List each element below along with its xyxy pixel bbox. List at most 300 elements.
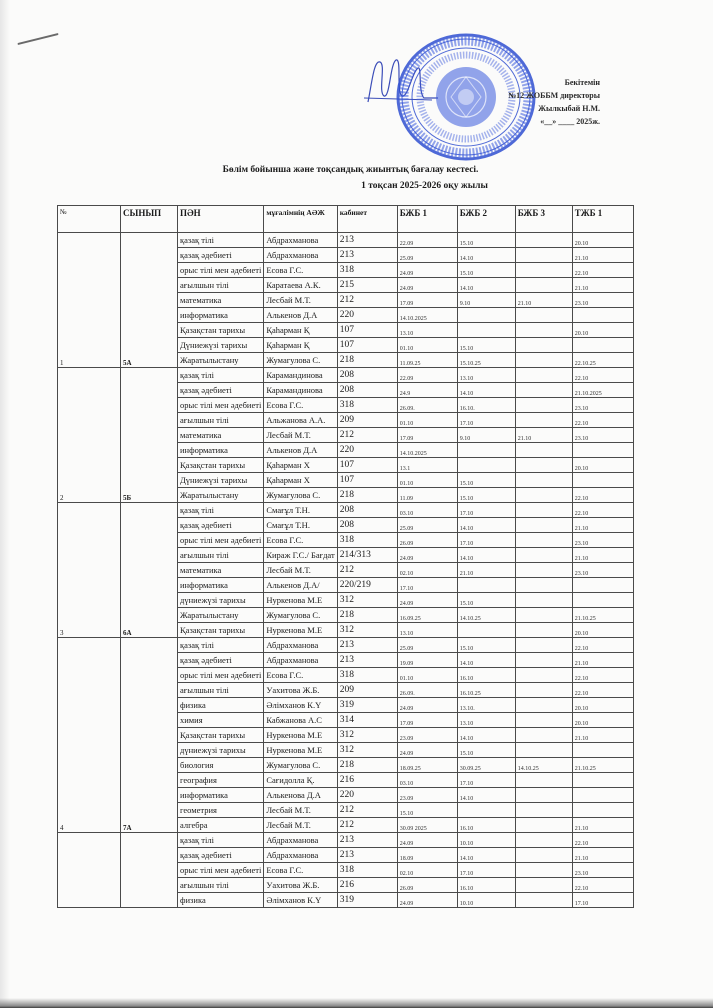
cell-bjb1: 14.10.2025 <box>397 443 457 458</box>
cell-room: 214/313 <box>337 548 397 563</box>
cell-tjb1: 20.10 <box>572 698 633 713</box>
cell-tjb1: 23.10 <box>572 563 633 578</box>
pen-mark <box>17 33 58 45</box>
cell-room: 215 <box>337 278 397 293</box>
cell-tjb1: 21.10 <box>572 653 633 668</box>
cell-bjb3 <box>515 338 572 353</box>
cell-teacher: Уахитова Ж.Б. <box>264 878 337 893</box>
cell-bjb2: 13.10. <box>457 698 515 713</box>
cell-bjb3 <box>515 803 572 818</box>
cell-bjb1: 01.10 <box>397 668 457 683</box>
cell-bjb2: 13.10 <box>457 368 515 383</box>
cell-bjb3 <box>515 578 572 593</box>
cell-subject: Қазақстан тарихы <box>178 458 264 473</box>
cell-teacher: Лесбай М.Т. <box>264 803 337 818</box>
cell-bjb3 <box>515 683 572 698</box>
cell-tjb1: 23.10 <box>572 398 633 413</box>
cell-bjb1: 15.10 <box>397 803 457 818</box>
cell-tjb1: 22.10 <box>572 638 633 653</box>
cell-subject: физика <box>178 893 264 908</box>
group-class: 6А <box>121 503 178 638</box>
group-number <box>58 833 121 908</box>
cell-teacher: Алькенов Д.А/ <box>264 578 337 593</box>
cell-room: 213 <box>337 638 397 653</box>
cell-bjb3 <box>515 563 572 578</box>
cell-room: 209 <box>337 413 397 428</box>
cell-room: 312 <box>337 623 397 638</box>
cell-bjb2: 14.10 <box>457 788 515 803</box>
cell-bjb3 <box>515 788 572 803</box>
cell-subject: орыс тілі мен әдебиеті <box>178 263 264 278</box>
cell-bjb3 <box>515 278 572 293</box>
cell-bjb2 <box>457 623 515 638</box>
cell-bjb2: 15.10 <box>457 473 515 488</box>
cell-tjb1: 21.10 <box>572 548 633 563</box>
header-bjb3: БЖБ 3 <box>515 206 572 233</box>
cell-room: 212 <box>337 563 397 578</box>
cell-teacher: Сағидолла Қ. <box>264 773 337 788</box>
cell-tjb1: 21.10.2025 <box>572 383 633 398</box>
cell-bjb2: 17.10 <box>457 773 515 788</box>
cell-bjb3 <box>515 743 572 758</box>
cell-subject: Дүниежүзі тарихы <box>178 338 264 353</box>
cell-bjb2: 15.10 <box>457 233 515 248</box>
cell-subject: дүниежүзі тарихы <box>178 743 264 758</box>
cell-room: 220 <box>337 788 397 803</box>
cell-bjb2: 30.09.25 <box>457 758 515 773</box>
cell-room: 312 <box>337 593 397 608</box>
cell-bjb2: 9.10 <box>457 428 515 443</box>
cell-tjb1: 20.10 <box>572 623 633 638</box>
cell-room: 212 <box>337 293 397 308</box>
cell-teacher: Алькенова Д.А <box>264 788 337 803</box>
group-number: 3 <box>58 503 121 638</box>
cell-subject: Қазақстан тарихы <box>178 323 264 338</box>
cell-room: 216 <box>337 773 397 788</box>
cell-room: 312 <box>337 728 397 743</box>
cell-tjb1: 21.10 <box>572 518 633 533</box>
cell-bjb2: 21.10 <box>457 563 515 578</box>
cell-bjb2: 13.10 <box>457 713 515 728</box>
cell-subject: биология <box>178 758 264 773</box>
cell-tjb1 <box>572 803 633 818</box>
scan-shadow-bottom <box>0 998 713 1008</box>
cell-teacher: Абдрахманова <box>264 653 337 668</box>
cell-bjb2 <box>457 443 515 458</box>
cell-bjb1: 26.09. <box>397 683 457 698</box>
header-teacher: мұғалімнің АӘЖ <box>264 206 337 233</box>
cell-tjb1 <box>572 773 633 788</box>
cell-bjb1: 11.09 <box>397 488 457 503</box>
cell-bjb2: 16.10 <box>457 818 515 833</box>
cell-tjb1 <box>572 743 633 758</box>
cell-teacher: Смағұл Т.Н. <box>264 503 337 518</box>
cell-bjb3 <box>515 878 572 893</box>
cell-bjb1: 03.10 <box>397 503 457 518</box>
cell-teacher: Нуркенова М.Е <box>264 743 337 758</box>
cell-teacher: Альжанова А.А. <box>264 413 337 428</box>
cell-bjb3 <box>515 353 572 368</box>
cell-tjb1: 21.10 <box>572 248 633 263</box>
cell-subject: қазақ тілі <box>178 833 264 848</box>
cell-bjb1: 24.09 <box>397 833 457 848</box>
cell-room: 218 <box>337 353 397 368</box>
cell-room: 213 <box>337 833 397 848</box>
cell-room: 318 <box>337 533 397 548</box>
cell-subject: информатика <box>178 578 264 593</box>
scan-shadow-left <box>0 0 10 1008</box>
document-title: Бөлім бойынша және тоқсандық жиынтық бағалау кестесі. <box>222 165 479 175</box>
header-bjb1: БЖБ 1 <box>397 206 457 233</box>
cell-bjb1: 14.10.2025 <box>397 308 457 323</box>
cell-bjb3 <box>515 503 572 518</box>
cell-subject: география <box>178 773 264 788</box>
cell-tjb1 <box>572 593 633 608</box>
cell-subject: ағылшын тілі <box>178 548 264 563</box>
cell-room: 216 <box>337 878 397 893</box>
cell-subject: Жаратылыстану <box>178 488 264 503</box>
cell-subject: Жаратылыстану <box>178 608 264 623</box>
cell-bjb1: 17.09 <box>397 713 457 728</box>
cell-bjb3 <box>515 518 572 533</box>
cell-tjb1: 23.10 <box>572 428 633 443</box>
cell-bjb2: 14.10 <box>457 848 515 863</box>
cell-bjb2: 14.10 <box>457 278 515 293</box>
cell-teacher: Кабжанова А.С <box>264 713 337 728</box>
cell-room: 220/219 <box>337 578 397 593</box>
cell-room: 318 <box>337 263 397 278</box>
table-row <box>58 638 634 653</box>
cell-bjb1: 19.09 <box>397 653 457 668</box>
cell-tjb1: 17.10 <box>572 893 633 908</box>
cell-subject: ағылшын тілі <box>178 683 264 698</box>
cell-bjb1: 26.09. <box>397 398 457 413</box>
cell-room: 208 <box>337 383 397 398</box>
cell-bjb1: 16.09.25 <box>397 608 457 623</box>
cell-subject: информатика <box>178 788 264 803</box>
cell-subject: қазақ тілі <box>178 233 264 248</box>
cell-bjb2 <box>457 308 515 323</box>
cell-room: 220 <box>337 443 397 458</box>
cell-tjb1 <box>572 473 633 488</box>
cell-room: 213 <box>337 848 397 863</box>
cell-bjb1: 26.09 <box>397 533 457 548</box>
cell-bjb3 <box>515 773 572 788</box>
cell-teacher: Қаһарман Қ <box>264 323 337 338</box>
cell-bjb3 <box>515 488 572 503</box>
cell-teacher: Абдрахманова <box>264 833 337 848</box>
cell-teacher: Абдрахманова <box>264 233 337 248</box>
group-number: 1 <box>58 233 121 368</box>
cell-subject: қазақ тілі <box>178 638 264 653</box>
group-class: 7А <box>121 638 178 833</box>
cell-teacher: Лесбай М.Т. <box>264 293 337 308</box>
cell-bjb2 <box>457 803 515 818</box>
cell-teacher: Есова Г.С. <box>264 263 337 278</box>
cell-teacher: Қаһарман Х <box>264 458 337 473</box>
table-header-row <box>58 206 634 233</box>
cell-teacher: Жумагулова С. <box>264 758 337 773</box>
cell-tjb1: 23.10 <box>572 293 633 308</box>
cell-teacher: Лесбай М.Т. <box>264 563 337 578</box>
cell-teacher: Қаһарман Х <box>264 473 337 488</box>
cell-bjb2: 9.10 <box>457 293 515 308</box>
cell-bjb1: 11.09.25 <box>397 353 457 368</box>
cell-bjb3 <box>515 533 572 548</box>
cell-subject: дүниежүзі тарихы <box>178 593 264 608</box>
cell-bjb1: 18.09.25 <box>397 758 457 773</box>
cell-subject: Қазақстан тарихы <box>178 623 264 638</box>
cell-subject: ағылшын тілі <box>178 413 264 428</box>
cell-room: 312 <box>337 743 397 758</box>
cell-bjb3 <box>515 383 572 398</box>
cell-bjb3 <box>515 623 572 638</box>
cell-bjb2: 14.10 <box>457 248 515 263</box>
approval-date: «__» ____ 2025ж. <box>540 117 600 126</box>
cell-bjb2: 10.10 <box>457 893 515 908</box>
cell-bjb2: 15.10 <box>457 743 515 758</box>
cell-room: 209 <box>337 683 397 698</box>
cell-subject: Дүниежүзі тарихы <box>178 473 264 488</box>
cell-bjb3 <box>515 548 572 563</box>
cell-bjb1: 24.09 <box>397 278 457 293</box>
cell-subject: қазақ әдебиеті <box>178 848 264 863</box>
cell-bjb2: 17.10 <box>457 863 515 878</box>
cell-bjb3 <box>515 593 572 608</box>
cell-tjb1: 22.10 <box>572 878 633 893</box>
cell-bjb2: 10.10 <box>457 833 515 848</box>
cell-tjb1: 21.10 <box>572 818 633 833</box>
cell-bjb3 <box>515 848 572 863</box>
cell-teacher: Карамандинова <box>264 383 337 398</box>
cell-bjb1: 17.10 <box>397 578 457 593</box>
table-row <box>58 368 634 383</box>
cell-tjb1: 20.10 <box>572 233 633 248</box>
cell-tjb1: 22.10 <box>572 488 633 503</box>
cell-teacher: Абдрахманова <box>264 248 337 263</box>
cell-bjb3 <box>515 653 572 668</box>
cell-bjb2: 15.10 <box>457 638 515 653</box>
cell-bjb3 <box>515 713 572 728</box>
cell-teacher: Кираж Г.С./ Бағдат <box>264 548 337 563</box>
cell-subject: геометрия <box>178 803 264 818</box>
cell-bjb1: 23.09 <box>397 728 457 743</box>
cell-bjb3 <box>515 323 572 338</box>
cell-bjb2: 14.10 <box>457 728 515 743</box>
cell-bjb2: 15.10 <box>457 488 515 503</box>
cell-bjb1: 25.09 <box>397 248 457 263</box>
cell-room: 319 <box>337 893 397 908</box>
cell-teacher: Нуркенова М.Е <box>264 728 337 743</box>
header-bjb2: БЖБ 2 <box>457 206 515 233</box>
cell-room: 107 <box>337 473 397 488</box>
cell-teacher: Әлімханов К.Ү <box>264 698 337 713</box>
group-class: 5Б <box>121 368 178 503</box>
cell-bjb3 <box>515 413 572 428</box>
cell-subject: алгебра <box>178 818 264 833</box>
table-row <box>58 503 634 518</box>
cell-teacher: Лесбай М.Т. <box>264 428 337 443</box>
cell-teacher: Есова Г.С. <box>264 533 337 548</box>
cell-subject: қазақ әдебиеті <box>178 248 264 263</box>
cell-tjb1: 21.10.25 <box>572 608 633 623</box>
cell-bjb3: 21.10 <box>515 428 572 443</box>
cell-tjb1: 22.10 <box>572 263 633 278</box>
cell-bjb3 <box>515 368 572 383</box>
group-class: 5А <box>121 233 178 368</box>
cell-teacher: Алькенов Д.А <box>264 443 337 458</box>
approval-position: №12 ЖОББМ директоры <box>508 91 600 100</box>
cell-bjb1: 24.9 <box>397 383 457 398</box>
cell-subject: химия <box>178 713 264 728</box>
cell-tjb1 <box>572 578 633 593</box>
cell-room: 107 <box>337 323 397 338</box>
table-body <box>58 233 634 908</box>
cell-bjb2 <box>457 578 515 593</box>
assessment-schedule-table <box>57 205 634 908</box>
cell-tjb1: 22.10 <box>572 668 633 683</box>
cell-bjb3 <box>515 833 572 848</box>
cell-bjb2: 15.10 <box>457 263 515 278</box>
cell-room: 208 <box>337 518 397 533</box>
cell-bjb1: 02.10 <box>397 863 457 878</box>
cell-bjb3 <box>515 608 572 623</box>
table-row <box>58 233 634 248</box>
cell-room: 318 <box>337 863 397 878</box>
cell-room: 208 <box>337 368 397 383</box>
cell-subject: информатика <box>178 443 264 458</box>
cell-bjb2: 14.10 <box>457 383 515 398</box>
cell-room: 213 <box>337 233 397 248</box>
cell-room: 213 <box>337 248 397 263</box>
cell-teacher: Каратаева А.К. <box>264 278 337 293</box>
cell-teacher: Жумагулова С. <box>264 353 337 368</box>
cell-tjb1: 20.10 <box>572 323 633 338</box>
cell-tjb1: 22.10 <box>572 368 633 383</box>
cell-subject: математика <box>178 428 264 443</box>
cell-room: 107 <box>337 458 397 473</box>
cell-bjb2: 17.10 <box>457 503 515 518</box>
cell-bjb2: 15.10.25 <box>457 353 515 368</box>
cell-teacher: Есова Г.С. <box>264 668 337 683</box>
cell-room: 107 <box>337 338 397 353</box>
header-class: СЫНЫП <box>121 206 178 233</box>
cell-bjb3 <box>515 893 572 908</box>
header-tjb1: ТЖБ 1 <box>572 206 633 233</box>
cell-bjb3 <box>515 698 572 713</box>
cell-subject: математика <box>178 563 264 578</box>
cell-teacher: Әлімханов К.Ү <box>264 893 337 908</box>
cell-bjb3 <box>515 638 572 653</box>
cell-bjb1: 18.09 <box>397 848 457 863</box>
cell-teacher: Абдрахманова <box>264 848 337 863</box>
cell-subject: информатика <box>178 308 264 323</box>
approval-approved-label: Бекітемін <box>564 78 600 87</box>
cell-bjb1: 17.09 <box>397 428 457 443</box>
cell-room: 319 <box>337 698 397 713</box>
cell-bjb1: 24.09 <box>397 593 457 608</box>
cell-subject: Жаратылыстану <box>178 353 264 368</box>
cell-room: 218 <box>337 488 397 503</box>
cell-bjb2: 16.10 <box>457 878 515 893</box>
cell-subject: математика <box>178 293 264 308</box>
cell-tjb1: 22.10 <box>572 833 633 848</box>
cell-bjb1: 26.09 <box>397 878 457 893</box>
cell-tjb1 <box>572 788 633 803</box>
cell-room: 318 <box>337 398 397 413</box>
cell-bjb2: 15.10 <box>457 338 515 353</box>
cell-bjb3 <box>515 863 572 878</box>
cell-bjb1: 22.09 <box>397 233 457 248</box>
cell-bjb1: 30.09 2025 <box>397 818 457 833</box>
cell-subject: орыс тілі мен әдебиеті <box>178 863 264 878</box>
cell-bjb1: 13.1 <box>397 458 457 473</box>
cell-bjb1: 25.09 <box>397 518 457 533</box>
cell-tjb1: 21.10.25 <box>572 758 633 773</box>
cell-tjb1 <box>572 338 633 353</box>
cell-bjb1: 22.09 <box>397 368 457 383</box>
cell-bjb1: 24.09 <box>397 548 457 563</box>
cell-bjb3 <box>515 473 572 488</box>
cell-bjb1: 24.09 <box>397 743 457 758</box>
cell-teacher: Карамандинова <box>264 368 337 383</box>
cell-bjb2 <box>457 323 515 338</box>
cell-bjb2: 16.10 <box>457 668 515 683</box>
cell-subject: орыс тілі мен әдебиеті <box>178 668 264 683</box>
cell-bjb3 <box>515 728 572 743</box>
header-subject: ПӘН <box>178 206 264 233</box>
cell-room: 213 <box>337 653 397 668</box>
cell-room: 318 <box>337 668 397 683</box>
approval-block <box>470 76 600 128</box>
cell-bjb3 <box>515 398 572 413</box>
cell-bjb1: 24.09 <box>397 893 457 908</box>
header-no: № <box>58 206 121 233</box>
cell-teacher: Нуркенова М.Е <box>264 623 337 638</box>
cell-tjb1: 23.10 <box>572 533 633 548</box>
cell-subject: физика <box>178 698 264 713</box>
cell-room: 212 <box>337 428 397 443</box>
cell-tjb1 <box>572 443 633 458</box>
cell-bjb2: 17.10 <box>457 533 515 548</box>
cell-bjb3 <box>515 443 572 458</box>
cell-subject: қазақ әдебиеті <box>178 383 264 398</box>
cell-subject: орыс тілі мен әдебиеті <box>178 398 264 413</box>
cell-subject: ағылшын тілі <box>178 278 264 293</box>
cell-teacher: Уахитова Ж.Б. <box>264 683 337 698</box>
cell-bjb2: 14.10.25 <box>457 608 515 623</box>
cell-bjb2: 15.10 <box>457 593 515 608</box>
cell-bjb1: 24.09 <box>397 698 457 713</box>
cell-subject: Қазақстан тарихы <box>178 728 264 743</box>
group-number: 2 <box>58 368 121 503</box>
cell-subject: ағылшын тілі <box>178 878 264 893</box>
header-room: кабинет <box>337 206 397 233</box>
cell-teacher: Жумагулова С. <box>264 608 337 623</box>
cell-subject: қазақ тілі <box>178 503 264 518</box>
cell-bjb3 <box>515 308 572 323</box>
group-class <box>121 833 178 908</box>
cell-bjb1: 23.09 <box>397 788 457 803</box>
cell-tjb1: 22.10 <box>572 683 633 698</box>
group-number: 4 <box>58 638 121 833</box>
cell-tjb1: 22.10.25 <box>572 353 633 368</box>
cell-bjb2: 16.10. <box>457 398 515 413</box>
cell-bjb2: 14.10 <box>457 548 515 563</box>
cell-tjb1: 21.10 <box>572 728 633 743</box>
cell-bjb3 <box>515 263 572 278</box>
cell-bjb1: 02.10 <box>397 563 457 578</box>
